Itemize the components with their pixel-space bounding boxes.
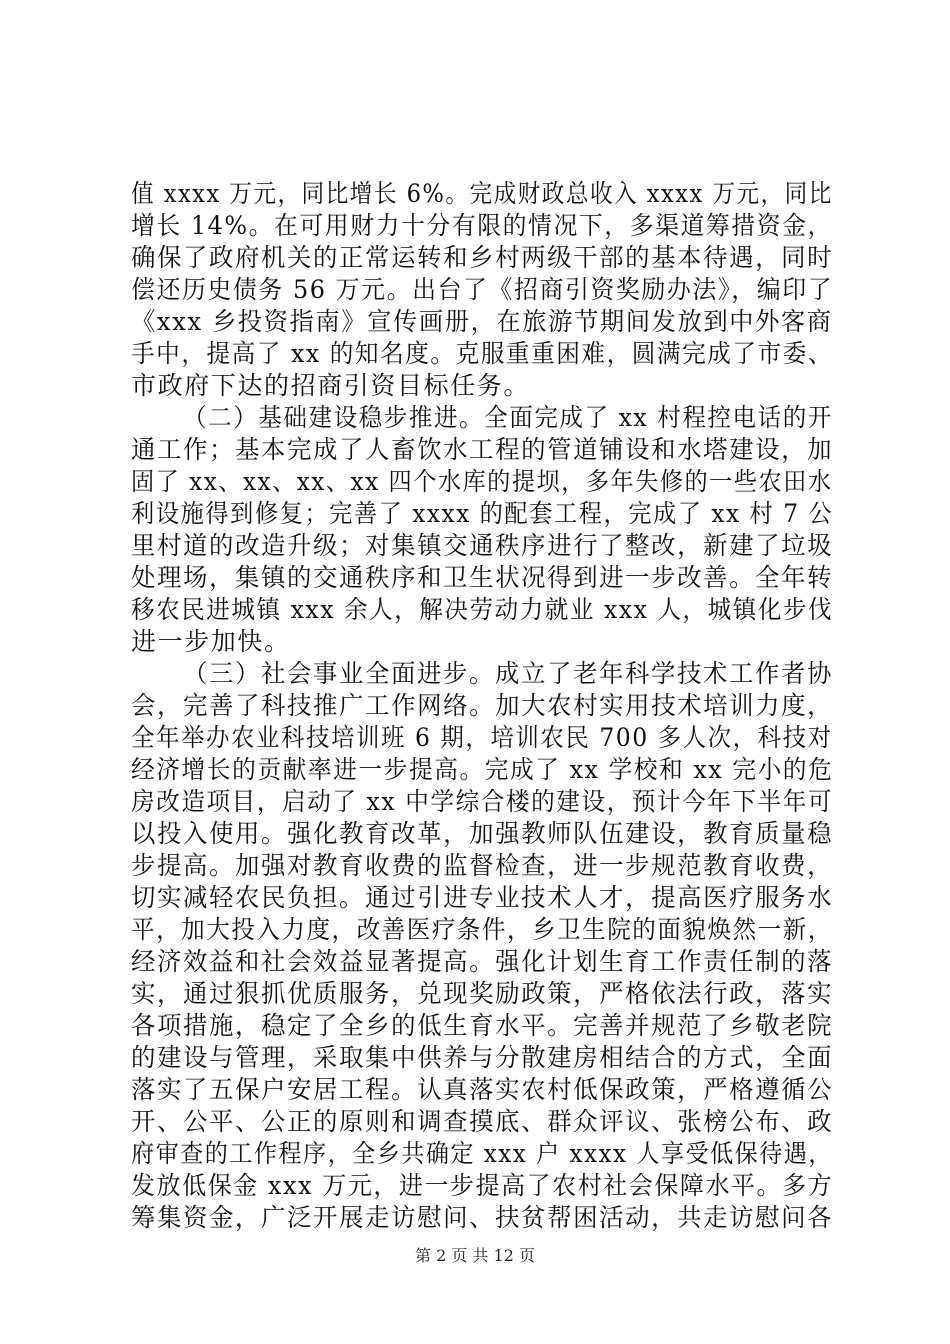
text-line: 固了 xx、xx、xx、xx 四个水库的提坝，多年失修的一些农田水 (131, 467, 833, 496)
paragraph-heading-line: （二）基础建设稳步推进。全面完成了 xx 村程控电话的开 (183, 403, 833, 432)
text-line: 发放低保金 xxx 万元，进一步提高了农村社会保障水平。多方 (131, 1171, 834, 1200)
text-line: 各项措施，稳定了全乡的低生育水平。完善并规范了乡敬老院 (131, 1011, 834, 1040)
text-line: 会，完善了科技推广工作网络。加大农村实用技术培训力度， (131, 691, 834, 720)
text-line: 步提高。加强对教育收费的监督检查，进一步规范教育收费， (131, 851, 834, 880)
text-line: 市政府下达的招商引资目标任务。 (131, 371, 531, 400)
text-line: 房改造项目，启动了 xx 中学综合楼的建设，预计今年下半年可 (131, 787, 834, 816)
text-line: 通工作；基本完成了人畜饮水工程的管道铺设和水塔建设，加 (131, 435, 834, 464)
text-line: 进一步加快。 (131, 627, 291, 656)
text-line: 经济增长的贡献率进一步提高。完成了 xx 学校和 xx 完小的危 (131, 755, 834, 784)
page-number-footer: 第 2 页 共 12 页 (415, 1246, 535, 1265)
text-line: 手中，提高了 xx 的知名度。克服重重困难，圆满完成了市委、 (131, 339, 834, 368)
text-line: 利设施得到修复；完善了 xxxx 的配套工程，完成了 xx 村 7 公 (131, 499, 834, 528)
text-line: 经济效益和社会效益显著提高。强化计划生育工作责任制的落 (131, 947, 834, 976)
text-line: 处理场，集镇的交通秩序和卫生状况得到进一步改善。全年转 (131, 563, 834, 592)
text-line: 《xxx 乡投资指南》宣传画册，在旅游节期间发放到中外客商 (131, 307, 833, 336)
text-line: 开、公平、公正的原则和调查摸底、群众评议、张榜公布、政 (131, 1107, 834, 1136)
text-line: 切实减轻农民负担。通过引进专业技术人才，提高医疗服务水 (131, 883, 834, 912)
paragraph-heading-line: （三）社会事业全面进步。成立了老年科学技术工作者协 (183, 659, 833, 688)
text-line: 府审查的工作程序，全乡共确定 xxx 户 xxxx 人享受低保待遇， (131, 1139, 833, 1168)
text-line: 以投入使用。强化教育改革，加强教师队伍建设，教育质量稳 (131, 819, 834, 848)
text-line: 里村道的改造升级；对集镇交通秩序进行了整改，新建了垃圾 (131, 531, 834, 560)
text-line: 落实了五保户安居工程。认真落实农村低保政策，严格遵循公 (131, 1075, 834, 1104)
text-line: 移农民进城镇 xxx 余人，解决劳动力就业 xxx 人，城镇化步伐 (131, 595, 834, 624)
text-line: 值 xxxx 万元，同比增长 6%。完成财政总收入 xxxx 万元，同比 (131, 179, 833, 208)
text-line: 偿还历史债务 56 万元。出台了《招商引资奖励办法》，编印了 (131, 275, 834, 304)
text-line: 增长 14%。在可用财力十分有限的情况下，多渠道筹措资金， (131, 211, 833, 240)
text-line: 全年举办农业科技培训班 6 期，培训农民 700 多人次，科技对 (131, 723, 833, 752)
text-line: 实，通过狠抓优质服务，兑现奖励政策，严格依法行政，落实 (131, 979, 834, 1008)
text-line: 的建设与管理，采取集中供养与分散建房相结合的方式，全面 (131, 1043, 834, 1072)
text-line: 平，加大投入力度，改善医疗条件，乡卫生院的面貌焕然一新， (131, 915, 833, 944)
text-line: 筹集资金，广泛开展走访慰问、扶贫帮困活动，共走访慰问各 (131, 1203, 834, 1232)
text-line: 确保了政府机关的正常运转和乡村两级干部的基本待遇，同时 (131, 243, 834, 272)
